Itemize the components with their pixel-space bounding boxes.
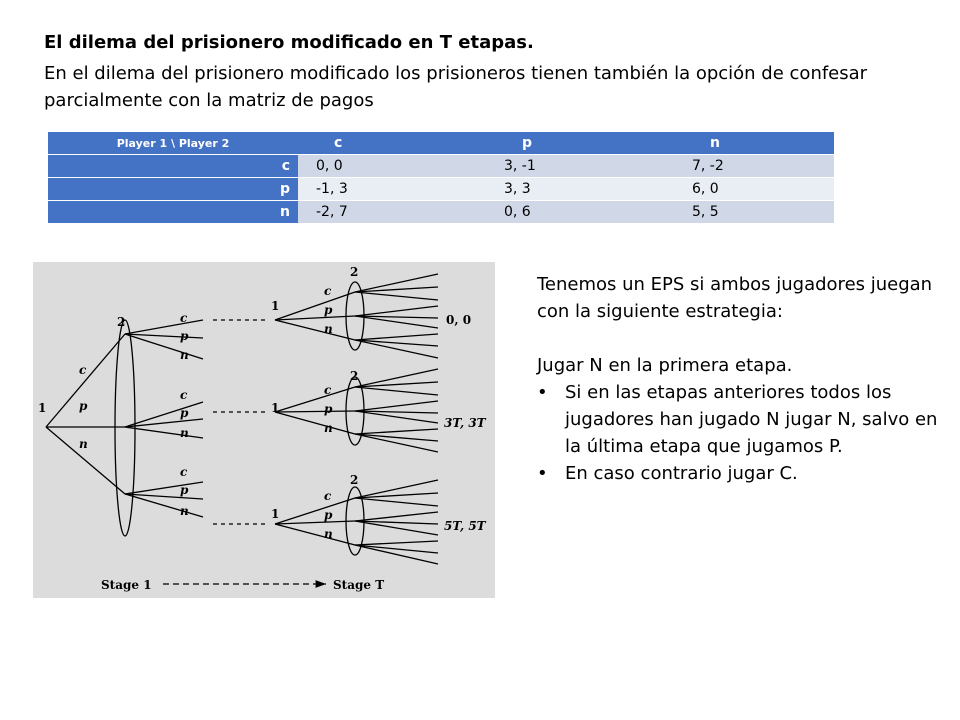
payoff-cell: 5, 5 — [674, 201, 834, 223]
payoff-cell: 3, -1 — [486, 155, 674, 177]
payoff-col-header: c — [298, 132, 486, 154]
second-player-label: 2 — [117, 315, 126, 329]
action-label-p: p — [180, 329, 189, 343]
payoff-cell: -1, 3 — [298, 178, 486, 200]
payoff-matrix — [48, 131, 834, 224]
action-label-n: n — [180, 426, 189, 440]
payoff-label: 3T, 3T — [444, 416, 486, 430]
fan-lines — [355, 274, 438, 564]
explanation-line: Tenemos un EPS si ambos jugadores juegan con la siguiente estrategia: — [537, 274, 933, 322]
explanation-spacer — [537, 325, 947, 352]
intro-text: En el dilema del prisionero modificado los prisioneros tienen también la opción de confesar parcialmente con la matriz de pagos — [44, 63, 868, 111]
action-label-n: n — [79, 437, 88, 451]
action-label-p: p — [324, 508, 333, 522]
bullet-text: En caso contrario jugar C. — [565, 463, 798, 484]
stage-1-label: Stage 1 — [101, 578, 152, 592]
stageT-player1-label: 1 — [271, 299, 280, 313]
action-label-c: c — [180, 388, 188, 402]
payoff-row — [48, 201, 834, 223]
action-label-c: c — [180, 465, 188, 479]
action-label-p: p — [180, 406, 189, 420]
stageT-player1-label: 1 — [271, 401, 280, 415]
payoff-cell: -2, 7 — [298, 201, 486, 223]
action-label-p: p — [324, 303, 333, 317]
action-label-p: p — [79, 399, 88, 413]
action-label-n: n — [180, 504, 189, 518]
payoff-label: 0, 0 — [446, 313, 472, 327]
bullet-icon: • — [537, 463, 548, 484]
payoff-row — [48, 155, 834, 177]
payoff-cell: 6, 0 — [674, 178, 834, 200]
payoff-cell: 0, 0 — [298, 155, 486, 177]
payoff-cell: 0, 6 — [486, 201, 674, 223]
payoff-header-row — [48, 132, 834, 154]
stage-T-label: Stage T — [333, 578, 385, 592]
root-player-label: 1 — [38, 401, 47, 415]
payoff-col-header: p — [486, 132, 674, 154]
explanation-line: Jugar N en la primera etapa. — [537, 355, 793, 376]
action-label-n: n — [180, 348, 189, 362]
action-label-n: n — [324, 322, 333, 336]
action-label-c: c — [324, 383, 332, 397]
payoff-cell: 7, -2 — [674, 155, 834, 177]
action-label-c: c — [180, 311, 188, 325]
strategy-explanation — [537, 271, 947, 487]
action-label-p: p — [324, 402, 333, 416]
payoff-cell: 3, 3 — [486, 178, 674, 200]
payoff-corner-label: Player 1 \ Player 2 — [48, 132, 298, 154]
action-label-c: c — [324, 284, 332, 298]
action-label-n: n — [324, 421, 333, 435]
action-label-c: c — [324, 489, 332, 503]
stageT-player2-label: 2 — [350, 369, 359, 383]
bullet-text: Si en las etapas anteriores todos los jugadores han jugado N jugar N, salvo en la última etapa que jugamos P. — [565, 382, 938, 457]
payoff-row-label: c — [48, 155, 298, 177]
list-item — [537, 460, 947, 487]
payoff-col-header: n — [674, 132, 834, 154]
action-label-n: n — [324, 527, 333, 541]
action-label-p: p — [180, 483, 189, 497]
payoff-row-label: p — [48, 178, 298, 200]
stageT-player2-label: 2 — [350, 473, 359, 487]
list-item — [537, 379, 947, 460]
game-tree-svg — [33, 262, 495, 598]
bullet-icon: • — [537, 382, 548, 403]
game-tree-diagram — [33, 262, 495, 598]
stageT-player2-label: 2 — [350, 265, 359, 279]
payoff-label: 5T, 5T — [444, 519, 486, 533]
strategy-bullet-list — [537, 379, 947, 487]
payoff-row — [48, 178, 834, 200]
action-label-c: c — [79, 363, 87, 377]
stageT-player1-label: 1 — [271, 507, 280, 521]
page-title: El dilema del prisionero modificado en T etapas. — [44, 32, 534, 53]
payoff-row-label: n — [48, 201, 298, 223]
